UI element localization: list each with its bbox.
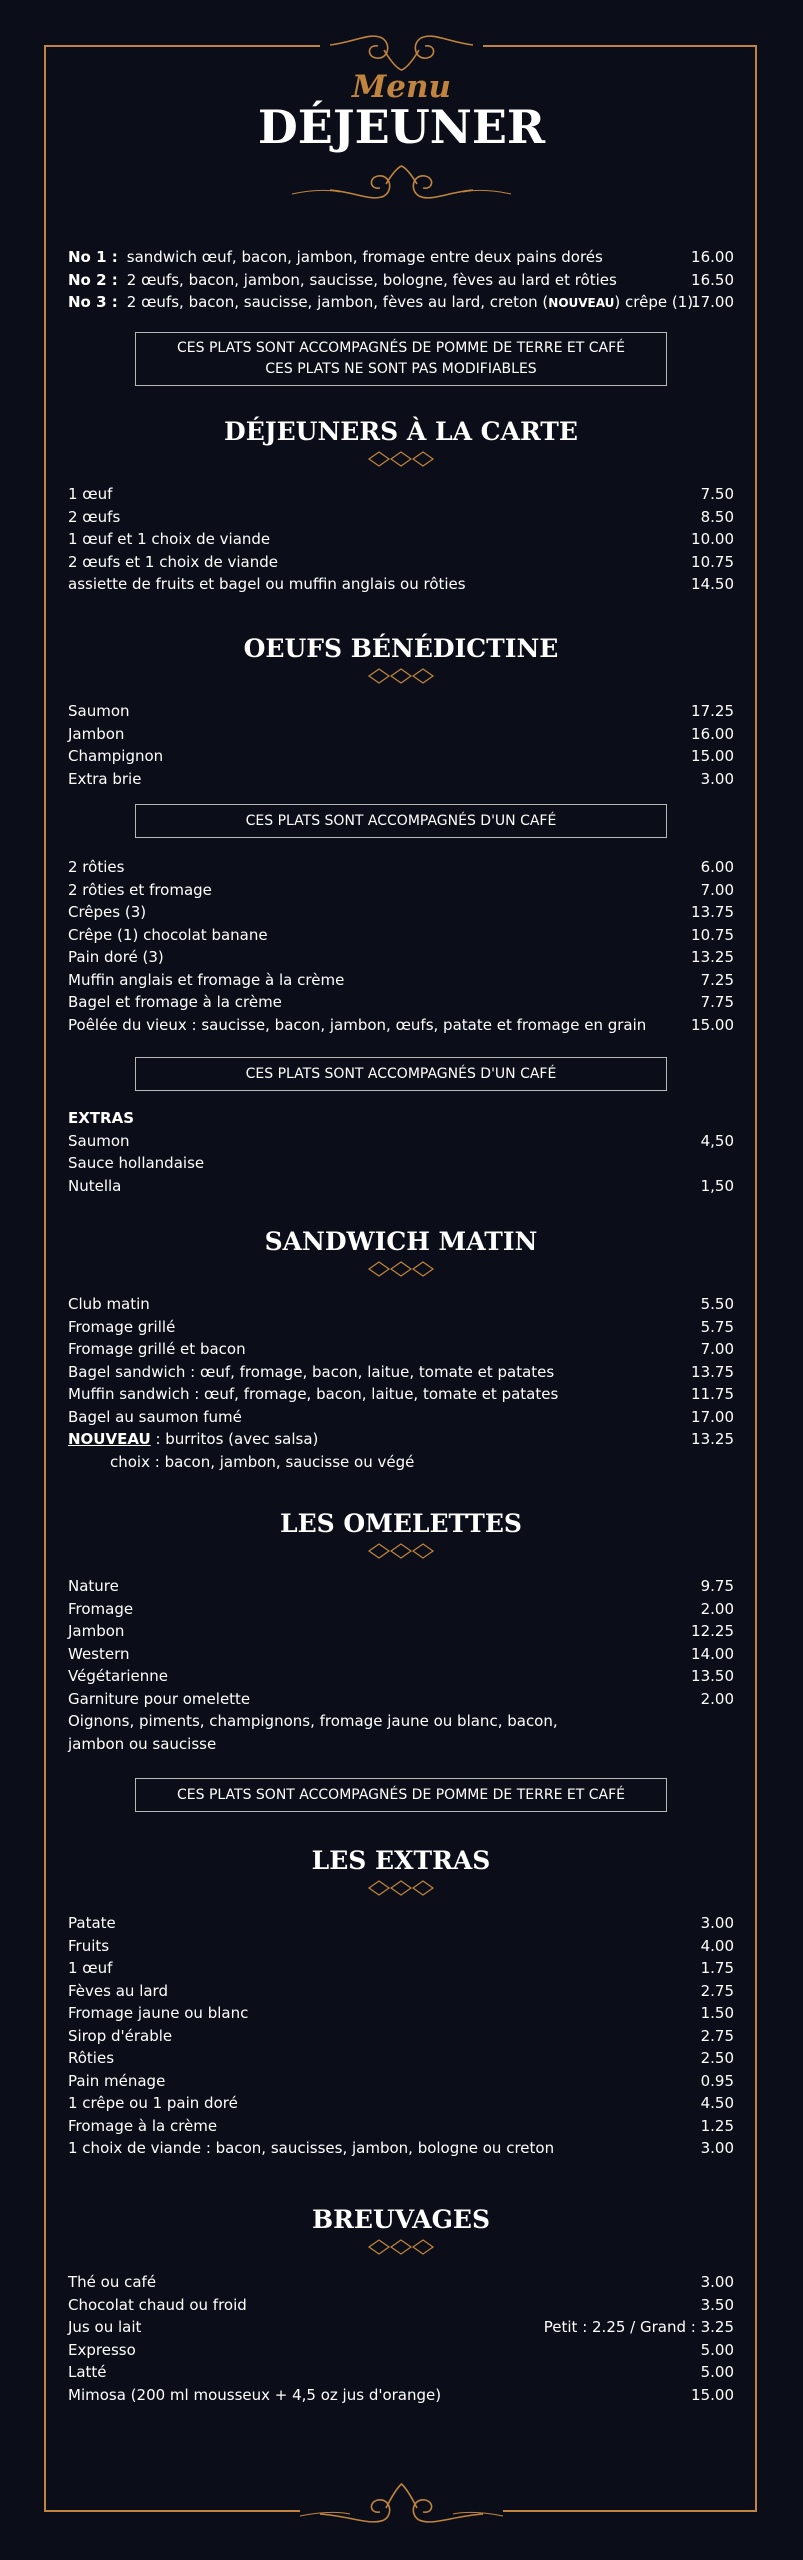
diamond-divider-icon bbox=[367, 450, 435, 468]
item-price: 3.00 bbox=[700, 2273, 734, 2291]
item-name: Fèves au lard bbox=[68, 1981, 168, 2000]
menu-item bbox=[68, 2384, 734, 2407]
item-price: 5.00 bbox=[700, 2363, 734, 2381]
item-price: 14.50 bbox=[691, 575, 734, 593]
bottom-flourish-ornament bbox=[0, 2470, 803, 2550]
menu-item bbox=[68, 1912, 734, 1935]
menu-item bbox=[68, 1980, 734, 2003]
item-name: Fromage bbox=[68, 1599, 134, 1618]
menu-item bbox=[68, 2294, 734, 2317]
combo-row bbox=[68, 269, 734, 292]
menu-item bbox=[68, 528, 734, 551]
menu-item bbox=[68, 1293, 734, 1316]
section-sandwich-matin bbox=[68, 1226, 734, 1278]
menu-item bbox=[68, 551, 734, 574]
diamond-divider-icon bbox=[367, 1879, 435, 1897]
item-name: Garniture pour omelette bbox=[68, 1689, 251, 1708]
page-title: DÉJEUNER bbox=[257, 100, 546, 154]
item-name: 2 œufs bbox=[68, 507, 121, 526]
garniture-description: Oignons, piments, champignons, fromage jaune ou blanc, bacon, bbox=[68, 1712, 558, 1730]
item-name: Fromage jaune ou blanc bbox=[68, 2004, 249, 2022]
item-name: Nature bbox=[68, 1577, 119, 1595]
menu-item bbox=[68, 2002, 734, 2025]
item-price: 12.25 bbox=[691, 1622, 734, 1640]
combo-description: 2 œufs, bacon, jambon, saucisse, bologne, fèves au lard et rôties bbox=[126, 270, 617, 289]
burrito-choice: choix : bacon, jambon, saucisse ou végé bbox=[110, 1452, 415, 1471]
combo-description: 2 œufs, bacon, saucisse, jambon, fèves au lard, creton (NOUVEAU) crêpe (1) bbox=[126, 293, 694, 311]
item-price: 10.75 bbox=[691, 925, 734, 944]
item-name: Champignon bbox=[68, 747, 164, 765]
item-price: 13.75 bbox=[691, 1362, 734, 1381]
menu-item bbox=[68, 1175, 734, 1198]
item-price: 3.00 bbox=[700, 1914, 734, 1932]
section-a-la-carte bbox=[68, 416, 734, 468]
item-name: Chocolat chaud ou froid bbox=[68, 2295, 247, 2314]
section-benedictine bbox=[68, 633, 734, 685]
menu-item bbox=[68, 2361, 734, 2384]
menu-item bbox=[68, 2115, 734, 2138]
combo-row bbox=[68, 291, 734, 314]
item-price: 7.50 bbox=[700, 485, 734, 503]
item-price: 17.00 bbox=[691, 1407, 734, 1426]
item-price: 7.00 bbox=[700, 1340, 734, 1358]
menu-item bbox=[68, 1361, 734, 1384]
item-name: 2 rôties et fromage bbox=[68, 880, 212, 899]
item-name: Western bbox=[68, 1644, 130, 1663]
cafe-note-box: CES PLATS SONT ACCOMPAGNÉS D'UN CAFÉ bbox=[135, 1057, 667, 1091]
item-price: 7.25 bbox=[700, 970, 734, 989]
menu-item bbox=[68, 723, 734, 746]
item-name: Sirop d'érable bbox=[68, 2026, 173, 2045]
item-price: Petit : 2.25 / Grand : 3.25 bbox=[543, 2318, 734, 2336]
item-name: Bagel sandwich : œuf, fromage, bacon, laitue, tomate et patates bbox=[68, 1362, 555, 1381]
item-price: 13.50 bbox=[691, 1667, 734, 1685]
menu-item bbox=[68, 768, 734, 791]
menu-item bbox=[68, 1643, 734, 1666]
item-price: 9.75 bbox=[700, 1577, 734, 1595]
note-line: CES PLATS SONT ACCOMPAGNÉS DE POMME DE TERRE ET CAFÉ bbox=[177, 340, 625, 356]
item-name: Bagel au saumon fumé bbox=[68, 1407, 242, 1426]
menu-item bbox=[68, 1130, 734, 1153]
menu-item bbox=[68, 991, 734, 1014]
item-price: 14.00 bbox=[691, 1644, 734, 1663]
menu-item bbox=[68, 1665, 734, 1688]
item-name: 1 œuf et 1 choix de viande bbox=[68, 530, 271, 548]
item-name: 1 crêpe ou 1 pain doré bbox=[68, 2094, 238, 2112]
item-name: 1 choix de viande : bacon, saucisses, jambon, bologne ou creton bbox=[68, 2139, 555, 2157]
combo-note-box bbox=[135, 332, 667, 386]
item-price: 17.25 bbox=[691, 702, 734, 720]
menu-item bbox=[68, 2271, 734, 2294]
item-price: 13.25 bbox=[691, 948, 734, 966]
menu-item bbox=[68, 745, 734, 768]
menu-item bbox=[68, 879, 734, 902]
item-price: 5.75 bbox=[700, 1317, 734, 1336]
menu-item bbox=[68, 2047, 734, 2070]
menu-item bbox=[68, 1406, 734, 1429]
item-price: 3.50 bbox=[700, 2295, 734, 2314]
menu-item bbox=[68, 856, 734, 879]
combos-list bbox=[68, 246, 734, 314]
menu-item bbox=[68, 2339, 734, 2362]
section-extras-small bbox=[68, 1107, 734, 1197]
item-price: 11.75 bbox=[691, 1385, 734, 1403]
item-price: 6.00 bbox=[700, 858, 734, 876]
section-omelettes bbox=[68, 1508, 734, 1560]
section-rôties bbox=[68, 856, 734, 1036]
diamond-divider-icon bbox=[367, 667, 435, 685]
item-name: 1 œuf bbox=[68, 1959, 113, 1977]
item-name: Patate bbox=[68, 1914, 116, 1932]
item-name: Pain ménage bbox=[68, 2071, 166, 2090]
cafe-note-box: CES PLATS SONT ACCOMPAGNÉS D'UN CAFÉ bbox=[135, 804, 667, 838]
item-price: 2.75 bbox=[700, 1981, 734, 2000]
omelette-note-box: CES PLATS SONT ACCOMPAGNÉS DE POMME DE TERRE ET CAFÉ bbox=[135, 1778, 667, 1812]
combo-number: No 3 : bbox=[68, 293, 118, 311]
item-price: 7.75 bbox=[700, 993, 734, 1011]
note-line: CES PLATS NE SONT PAS MODIFIABLES bbox=[265, 361, 537, 377]
item-name: Saumon bbox=[68, 1131, 130, 1150]
item-name: Poêlée du vieux : saucisse, bacon, jambon, œufs, patate et fromage en grain bbox=[68, 1015, 647, 1034]
section-title: LES OMELETTES bbox=[280, 1509, 522, 1538]
menu-item bbox=[68, 924, 734, 947]
item-name: Jambon bbox=[68, 724, 125, 743]
item-price: 5.00 bbox=[700, 2340, 734, 2359]
item-name: Bagel et fromage à la crème bbox=[68, 993, 282, 1011]
section-title: LES EXTRAS bbox=[311, 1846, 491, 1875]
section-les-extras bbox=[68, 1845, 734, 1897]
item-name: Crêpe (1) chocolat banane bbox=[68, 925, 268, 944]
menu-item bbox=[68, 1598, 734, 1621]
menu-item bbox=[68, 2025, 734, 2048]
item-price: 1.50 bbox=[700, 2004, 734, 2022]
section-title: SANDWICH MATIN bbox=[264, 1227, 538, 1256]
combo-number: No 2 : bbox=[68, 270, 118, 289]
item-name: Jus ou lait bbox=[68, 2318, 142, 2336]
menu-item bbox=[68, 700, 734, 723]
menu-item bbox=[68, 2092, 734, 2115]
item-name: Club matin bbox=[68, 1295, 150, 1313]
item-name: Expresso bbox=[68, 2340, 136, 2359]
item-name: Latté bbox=[68, 2363, 107, 2381]
section-breuvages bbox=[68, 2204, 734, 2256]
combo-price: 17.00 bbox=[691, 293, 734, 311]
item-name: Rôties bbox=[68, 2049, 115, 2067]
item-price: 0.95 bbox=[700, 2071, 734, 2090]
diamond-divider-icon bbox=[367, 2238, 435, 2256]
menu-item bbox=[68, 1620, 734, 1643]
combo-number: No 1 : bbox=[68, 248, 118, 266]
menu-item bbox=[68, 946, 734, 969]
item-name: Muffin anglais et fromage à la crème bbox=[68, 970, 345, 989]
item-name: Saumon bbox=[68, 702, 130, 720]
item-price: 4.00 bbox=[700, 1936, 734, 1955]
item-name: Extra brie bbox=[68, 769, 142, 788]
item-name: 1 œuf bbox=[68, 485, 113, 503]
item-price: 3.00 bbox=[700, 769, 734, 788]
item-name: Végétarienne bbox=[68, 1667, 168, 1685]
item-price: 13.75 bbox=[691, 903, 734, 921]
combo-row bbox=[68, 246, 734, 269]
item-name: Fromage à la crème bbox=[68, 2116, 218, 2135]
menu-item bbox=[68, 1957, 734, 1980]
item-name: assiette de fruits et bagel ou muffin anglais ou rôties bbox=[68, 575, 466, 593]
item-name: Muffin sandwich : œuf, fromage, bacon, laitue, tomate et patates bbox=[68, 1385, 559, 1403]
item-price: 4,50 bbox=[700, 1131, 734, 1150]
item-name: Nutella bbox=[68, 1176, 122, 1195]
menu-item bbox=[68, 1383, 734, 1406]
menu-item bbox=[68, 969, 734, 992]
menu-item bbox=[68, 2316, 734, 2339]
item-name: Crêpes (3) bbox=[68, 903, 147, 921]
item-price: 8.50 bbox=[700, 507, 734, 526]
section-title: BREUVAGES bbox=[311, 2205, 491, 2234]
item-price: 15.00 bbox=[691, 2385, 734, 2404]
combo-price: 16.50 bbox=[691, 270, 734, 289]
item-name: Jambon bbox=[68, 1622, 125, 1640]
item-price: 2.50 bbox=[700, 2049, 734, 2067]
item-price: 1.75 bbox=[700, 1959, 734, 1977]
item-price: 10.75 bbox=[691, 552, 734, 571]
item-name: Thé ou café bbox=[68, 2273, 157, 2291]
menu-item bbox=[68, 2137, 734, 2160]
item-price: 4.50 bbox=[700, 2094, 734, 2112]
item-price: 1,50 bbox=[700, 1176, 734, 1195]
item-price: 15.00 bbox=[691, 747, 734, 765]
item-name: 2 œufs et 1 choix de viande bbox=[68, 552, 278, 571]
item-price: 1.25 bbox=[700, 2116, 734, 2135]
menu-item bbox=[68, 1014, 734, 1037]
item-price: 5.50 bbox=[700, 1295, 734, 1313]
menu-item bbox=[68, 1152, 734, 1175]
item-name: Fruits bbox=[68, 1936, 110, 1955]
nouveau-badge: NOUVEAU bbox=[68, 1430, 151, 1448]
menu-item bbox=[68, 483, 734, 506]
section-subtitle: EXTRAS bbox=[68, 1109, 135, 1127]
menu-item bbox=[68, 506, 734, 529]
item-name: Fromage grillé bbox=[68, 1317, 176, 1336]
menu-item bbox=[68, 1935, 734, 1958]
menu-script-heading: Menu bbox=[351, 69, 452, 105]
menu-item bbox=[68, 573, 734, 596]
combo-price: 16.00 bbox=[691, 248, 734, 266]
item-price: 2.00 bbox=[700, 1599, 734, 1618]
nouveau-badge: NOUVEAU bbox=[548, 296, 615, 310]
menu-item bbox=[68, 901, 734, 924]
combo-description: sandwich œuf, bacon, jambon, fromage entre deux pains dorés bbox=[126, 248, 603, 266]
item-price: 2.00 bbox=[700, 1689, 734, 1708]
item-price: 16.00 bbox=[691, 724, 734, 743]
menu-item bbox=[68, 1428, 734, 1451]
item-name: : burritos (avec salsa) bbox=[150, 1430, 319, 1448]
menu-item bbox=[68, 2070, 734, 2093]
item-price: 3.00 bbox=[700, 2139, 734, 2157]
item-name: Sauce hollandaise bbox=[68, 1154, 205, 1172]
menu-item bbox=[68, 1316, 734, 1339]
item-price: 13.25 bbox=[691, 1430, 734, 1448]
menu-item bbox=[68, 1338, 734, 1361]
menu-item bbox=[68, 1688, 734, 1711]
item-name: 2 rôties bbox=[68, 858, 125, 876]
item-price: 7.00 bbox=[700, 880, 734, 899]
item-price: 2.75 bbox=[700, 2026, 734, 2045]
diamond-divider-icon bbox=[367, 1260, 435, 1278]
item-name: Fromage grillé et bacon bbox=[68, 1340, 246, 1358]
item-name: Mimosa (200 ml mousseux + 4,5 oz jus d'orange) bbox=[68, 2385, 442, 2404]
item-name: Pain doré (3) bbox=[68, 948, 164, 966]
section-title: OEUFS BÉNÉDICTINE bbox=[243, 634, 559, 663]
item-price: 10.00 bbox=[691, 530, 734, 548]
garniture-description: jambon ou saucisse bbox=[68, 1734, 217, 1753]
menu-item bbox=[68, 1575, 734, 1598]
diamond-divider-icon bbox=[367, 1542, 435, 1560]
section-title: DÉJEUNERS À LA CARTE bbox=[224, 417, 578, 446]
item-price: 15.00 bbox=[691, 1015, 734, 1034]
